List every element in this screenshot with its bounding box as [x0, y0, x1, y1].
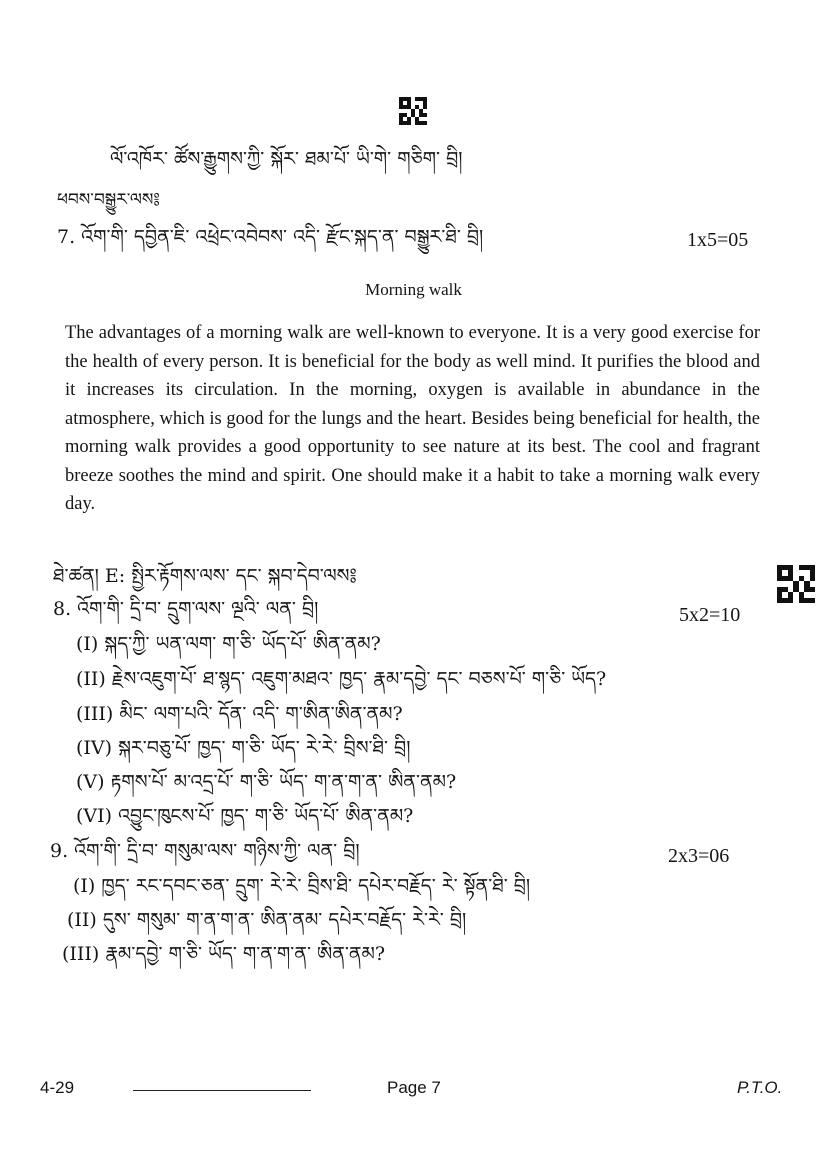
question-7: 7. འོག་གི་ དབྱིན་ཇི་ འཕྲེང་འབེབས་ འདི་ རྫོང་སྐད་ན་ བསྒྱུར་ཐི་ བྲི། — [57, 226, 484, 248]
footer-divider — [133, 1090, 311, 1091]
section-heading: ཕབས་བསྒྱུར་ལས༔ — [57, 190, 160, 210]
question-8-item: (V) རྟགས་པོ་ མ་འདྲ་པོ་ ག་ཅི་ ཡོད་ ག་ན་ག་ན་ ཨིན་ནམ? — [76, 771, 457, 793]
pto-label: P.T.O. — [737, 1078, 783, 1097]
qr-code-top — [399, 97, 427, 125]
question-8-marks: 5x2=10 — [679, 604, 741, 626]
question-8-item: (VI) འབྱུང་ཁུངས་པོ་ ཁྱད་ ག་ཅི་ ཡོད་པོ་ ཨིན་ནམ? — [76, 805, 414, 827]
question-9: 9. འོག་གི་ དྲི་བ་ གསུམ་ལས་ གཉིས་ཀྱི་ ལན་ བྲི། — [50, 840, 360, 862]
header-line: ལོ་འཁོར་ ཚོས་རྒྱུགས་ཀྱི་ སྐོར་ ཐམ་པོ་ ཡི་གེ་ གཅིག་ བྲི། — [110, 148, 463, 170]
passage-title: Morning walk — [365, 280, 462, 299]
question-9-item: (III) རྣམ་དབྱེ་ ག་ཅི་ ཡོད་ ག་ན་ག་ན་ ཨིན་ནམ? — [62, 943, 386, 965]
question-9-marks: 2x3=06 — [668, 845, 730, 867]
question-8-item: (III) མིང་ ལག་པའི་ དོན་ འདི་ ག་ཨིན་ཨིན་ནམ? — [76, 703, 403, 725]
page-number: Page 7 — [387, 1078, 441, 1097]
passage-text: The advantages of a morning walk are well-known to everyone. It is a very good exercise for the health of every person. It is beneficial for the body as well mind. It purifies the blood and it increases its circulation. In the morning, oxygen is available in abundance in the atmosphere, which is good for the lungs and the heart. Besides being beneficial for health, the morning walk provides a good opportunity to see nature at its best. The cool and fragrant breeze soothes the mind and spirit. One should make it a habit to take a morning walk every day. — [65, 323, 760, 514]
question-9-item: (II) དུས་ གསུམ་ ག་ན་ག་ན་ ཨིན་ནམ་ དཔེར་བརྗོད་ རེ་རེ་ བྲི། — [67, 909, 467, 931]
question-8-item: (II) རྗེས་འཇུག་པོ་ ཐ་སྙད་ འཇུག་མཐའ་ ཁྱད་ རྣམ་དབྱེ་ དང་ བཅས་པོ་ ག་ཅི་ ཡོད? — [76, 668, 607, 690]
question-9-item: (I) ཁྱད་ རང་དབང་ཅན་ དྲུག་ རེ་རེ་ བྲིས་ཐི་ དཔེར་བརྗོད་ རེ་ སྟོན་ཐི་ བྲི། — [73, 875, 531, 897]
question-8-item: (I) སྐད་ཀྱི་ ཡན་ལག་ ག་ཅི་ ཡོད་པོ་ ཨིན་ནམ? — [76, 633, 381, 655]
qr-code-side — [777, 565, 815, 603]
question-8-item: (IV) སྐར་བཅུ་པོ་ ཁྱད་ ག་ཅི་ ཡོད་ རེ་རེ་ བྲིས་ཐི་ བྲི། — [76, 737, 411, 759]
footer-code: 4-29 — [40, 1078, 75, 1097]
question-7-marks: 1x5=05 — [687, 229, 749, 251]
question-8: 8. འོག་གི་ དྲི་བ་ དྲུག་ལས་ ལྔའི་ ལན་ བྲི། — [53, 598, 319, 620]
section-e-heading: ཐེ་ཚན། E: སྤྱིར་རྟོགས་ལས་ དང་ སྐབ་དེབ་ལས༔ — [53, 565, 357, 587]
